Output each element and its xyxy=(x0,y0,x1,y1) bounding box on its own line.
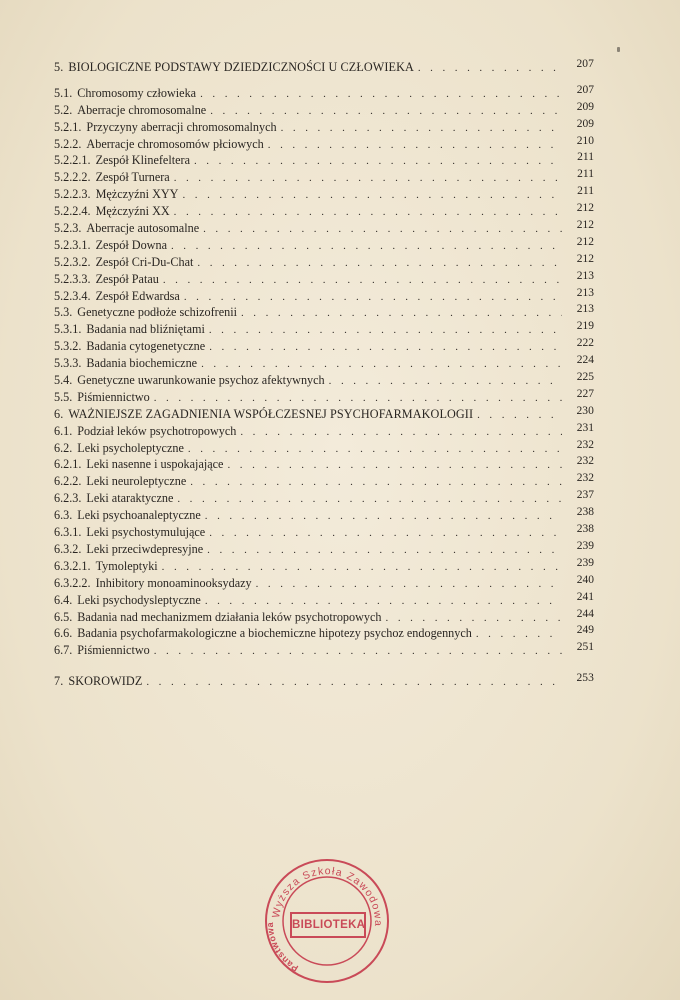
toc-title: Zespół Edwardsa xyxy=(95,288,180,303)
toc-chapter-6 xyxy=(54,406,594,423)
toc-title: Zespół Downa xyxy=(95,237,167,252)
toc-chapter-7 xyxy=(54,673,594,690)
dot-leader xyxy=(177,491,562,508)
dot-leader xyxy=(268,137,562,154)
toc-entry xyxy=(54,203,594,220)
dot-leader xyxy=(154,643,562,660)
toc-title: Badania psychofarmakologiczne a biochemiczne hipotezy psychoz endogennych xyxy=(77,626,472,641)
toc-entry xyxy=(54,304,594,321)
toc-title: Mężczyźni XYY xyxy=(95,187,179,202)
dot-leader xyxy=(281,120,562,137)
toc-title: Inhibitory monoaminooksydazy xyxy=(95,575,252,590)
stamp-ring-text: Wyższa Szkoła Zawodowa xyxy=(270,865,385,928)
toc-number: 6.2. xyxy=(54,440,73,455)
toc-entry xyxy=(54,119,594,136)
toc-entry xyxy=(54,186,594,203)
toc-number: 7. xyxy=(54,674,64,689)
dot-leader xyxy=(201,356,562,373)
toc-number: 5.3.3. xyxy=(54,356,82,371)
toc-entry xyxy=(54,609,594,626)
toc-page-number: 211 xyxy=(577,185,594,198)
toc-page-number: 244 xyxy=(576,607,594,620)
dot-leader xyxy=(210,103,562,120)
toc-number: 6.3.2.2. xyxy=(54,575,91,590)
ink-speck xyxy=(617,47,620,52)
toc-title: Aberracje chromosomalne xyxy=(77,102,207,117)
toc-number: 5.2.2.2. xyxy=(54,170,91,185)
dot-leader xyxy=(200,86,562,103)
toc-entry xyxy=(54,440,594,457)
toc-title: Genetyczne uwarunkowanie psychoz afektywnych xyxy=(77,373,325,388)
toc-title: Badania biochemiczne xyxy=(86,356,198,371)
toc-title: Tymoleptyki xyxy=(95,558,158,573)
toc-page-number: 239 xyxy=(576,556,594,569)
toc-title: Podział leków psychotropowych xyxy=(77,423,237,438)
dot-leader xyxy=(171,238,562,255)
toc-entry xyxy=(54,473,594,490)
toc-title: Leki psychoanaleptyczne xyxy=(77,508,201,523)
toc-title: Badania nad bliźniętami xyxy=(86,322,205,337)
toc-page-number: 213 xyxy=(576,269,594,282)
dot-leader xyxy=(174,204,562,221)
toc-title: Przyczyny aberracji chromosomalnych xyxy=(86,119,277,134)
toc-entry xyxy=(54,524,594,541)
dot-leader xyxy=(207,542,562,559)
toc-title: Zespół Patau xyxy=(95,271,159,286)
toc-page-number: 213 xyxy=(576,303,594,316)
toc-entry xyxy=(54,507,594,524)
toc-entry xyxy=(54,592,594,609)
toc-number: 5.2.3.2. xyxy=(54,254,91,269)
toc-title: Piśmiennictwo xyxy=(77,389,150,404)
toc-page-number: 241 xyxy=(576,590,594,603)
toc-number: 6.3.1. xyxy=(54,525,82,540)
dot-leader xyxy=(205,508,562,525)
toc-page-number: 209 xyxy=(576,117,594,130)
toc-page-number: 209 xyxy=(576,100,594,113)
toc-number: 5.2.3. xyxy=(54,221,82,236)
toc-entry xyxy=(54,136,594,153)
toc-number: 5.3. xyxy=(54,305,73,320)
toc-number: 6.3. xyxy=(54,508,73,523)
dot-leader xyxy=(182,187,562,204)
toc-page-number: 219 xyxy=(576,320,594,333)
toc-page-number: 239 xyxy=(576,539,594,552)
toc-entry xyxy=(54,575,594,592)
dot-leader xyxy=(190,474,562,491)
toc-page-number: 213 xyxy=(576,286,594,299)
dot-leader xyxy=(203,221,562,238)
dot-leader xyxy=(209,322,562,339)
toc-title: Chromosomy człowieka xyxy=(77,85,197,100)
toc-number: 6.6. xyxy=(54,626,73,641)
toc-number: 5.2.2. xyxy=(54,136,82,151)
toc-page-number: 212 xyxy=(576,252,594,265)
toc-entry xyxy=(54,372,594,389)
toc-title: Genetyczne podłoże schizofrenii xyxy=(77,305,237,320)
dot-leader xyxy=(209,525,562,542)
toc-page-number: 211 xyxy=(577,168,594,181)
toc-entry xyxy=(54,389,594,406)
dot-leader xyxy=(146,674,562,691)
toc-page-number: 207 xyxy=(576,58,594,70)
toc-entry xyxy=(54,355,594,372)
toc-title: Leki psychodysleptyczne xyxy=(77,592,201,607)
toc-page-number: 212 xyxy=(576,235,594,248)
toc-number: 6.1. xyxy=(54,423,73,438)
library-stamp xyxy=(262,856,392,986)
toc-title: SKOROWIDZ xyxy=(68,674,143,689)
toc-title: Leki nasenne i uspokajające xyxy=(86,457,224,472)
dot-leader xyxy=(194,153,562,170)
toc-number: 5.3.1. xyxy=(54,322,82,337)
toc-page-number: 240 xyxy=(576,573,594,586)
toc-section-6-entries xyxy=(54,423,594,659)
toc-number: 6.4. xyxy=(54,592,73,607)
toc-number: 5.2.2.1. xyxy=(54,153,91,168)
toc-title: Zespół Klinefeltera xyxy=(95,153,190,168)
toc-number: 6.5. xyxy=(54,609,73,624)
toc-number: 5.5. xyxy=(54,389,73,404)
toc-entry xyxy=(54,456,594,473)
toc-page-number: 232 xyxy=(576,438,594,451)
toc-entry xyxy=(54,169,594,186)
toc-number: 6. xyxy=(54,406,64,421)
toc-entry xyxy=(54,102,594,119)
toc-number: 6.2.3. xyxy=(54,491,82,506)
dot-leader xyxy=(154,390,562,407)
toc-title: Aberracje autosomalne xyxy=(86,221,200,236)
toc-page-number: 232 xyxy=(576,472,594,485)
toc-title: Zespół Turnera xyxy=(95,170,170,185)
toc-entry xyxy=(54,85,594,102)
toc-entry xyxy=(54,490,594,507)
toc-number: 6.2.1. xyxy=(54,457,82,472)
toc-entry xyxy=(54,288,594,305)
toc-title: Leki neuroleptyczne xyxy=(86,474,187,489)
toc-title: Badania cytogenetyczne xyxy=(86,339,206,354)
toc-title: BIOLOGICZNE PODSTAWY DZIEDZICZNOŚCI U CZŁOWIEKA xyxy=(68,60,414,74)
toc-number: 5.3.2. xyxy=(54,339,82,354)
toc-page-number: 210 xyxy=(576,134,594,147)
toc-title: Leki przeciwdepresyjne xyxy=(86,541,204,556)
table-of-contents xyxy=(54,59,594,690)
toc-entry xyxy=(54,237,594,254)
toc-page-number: 222 xyxy=(576,337,594,350)
toc-title: Aberracje chromosomów płciowych xyxy=(86,136,264,151)
toc-entry xyxy=(54,338,594,355)
toc-entry xyxy=(54,271,594,288)
toc-number: 5.2.2.4. xyxy=(54,204,91,219)
dot-leader xyxy=(174,170,562,187)
toc-number: 5.2.3.1. xyxy=(54,237,91,252)
toc-page-number: 253 xyxy=(576,672,594,685)
toc-number: 5.2.1. xyxy=(54,119,82,134)
toc-entry xyxy=(54,152,594,169)
toc-number: 6.2.2. xyxy=(54,474,82,489)
toc-number: 5.1. xyxy=(54,85,73,100)
toc-title: Piśmiennictwo xyxy=(77,643,150,658)
toc-title: Zespół Cri-Du-Chat xyxy=(95,254,194,269)
dot-leader xyxy=(188,441,562,458)
toc-page-number: 237 xyxy=(576,489,594,502)
toc-title: WAŻNIEJSZE ZAGADNIENIA WSPÓŁCZESNEJ PSYCHOFARMAKOLOGII xyxy=(68,406,474,421)
toc-page-number: 207 xyxy=(576,83,594,96)
toc-number: 5.2.3.3. xyxy=(54,271,91,286)
toc-entry xyxy=(54,642,594,659)
dot-leader xyxy=(240,424,562,441)
toc-page-number: 211 xyxy=(577,151,594,164)
toc-title: Leki ataraktyczne xyxy=(86,491,174,506)
toc-number: 5.4. xyxy=(54,373,73,388)
dot-leader xyxy=(329,373,562,390)
toc-number: 6.7. xyxy=(54,643,73,658)
stamp-ring-left-text: Państwowa xyxy=(265,921,300,974)
toc-title: Badania nad mechanizmem działania leków psychotropowych xyxy=(77,609,382,624)
toc-page-number: 238 xyxy=(576,506,594,519)
dot-leader xyxy=(241,305,562,322)
toc-title: Leki psychostymulujące xyxy=(86,525,206,540)
toc-page-number: 227 xyxy=(576,387,594,400)
toc-entry xyxy=(54,220,594,237)
dot-leader xyxy=(256,576,562,593)
toc-page-number: 249 xyxy=(576,624,594,637)
toc-chapter-5 xyxy=(54,59,594,76)
toc-title: Mężczyźni XX xyxy=(95,204,170,219)
dot-leader xyxy=(162,559,562,576)
toc-entry xyxy=(54,625,594,642)
toc-number: 5. xyxy=(54,60,64,74)
dot-leader xyxy=(476,626,562,643)
toc-entry xyxy=(54,321,594,338)
toc-page-number: 238 xyxy=(576,523,594,536)
toc-page-number: 225 xyxy=(576,371,594,384)
dot-leader xyxy=(477,407,562,424)
toc-section-5-entries xyxy=(54,85,594,406)
toc-number: 6.3.2. xyxy=(54,541,82,556)
toc-entry xyxy=(54,558,594,575)
dot-leader xyxy=(197,255,562,272)
dot-leader xyxy=(418,60,562,77)
dot-leader xyxy=(209,339,562,356)
toc-page-number: 232 xyxy=(576,455,594,468)
toc-entry xyxy=(54,541,594,558)
toc-number: 5.2.2.3. xyxy=(54,187,91,202)
toc-number: 5.2.3.4. xyxy=(54,288,91,303)
dot-leader xyxy=(163,272,562,289)
dot-leader xyxy=(184,289,562,306)
toc-page-number: 224 xyxy=(576,354,594,367)
toc-number: 5.2. xyxy=(54,102,73,117)
dot-leader xyxy=(386,610,562,627)
dot-leader xyxy=(205,593,562,610)
toc-page-number: 212 xyxy=(576,202,594,215)
toc-entry xyxy=(54,254,594,271)
toc-page-number: 231 xyxy=(576,421,594,434)
dot-leader xyxy=(227,457,562,474)
toc-title: Leki psycholeptyczne xyxy=(77,440,184,455)
toc-page-number: 230 xyxy=(576,404,594,417)
toc-number: 6.3.2.1. xyxy=(54,558,91,573)
toc-page-number: 251 xyxy=(576,641,594,654)
toc-entry xyxy=(54,423,594,440)
toc-page-number: 212 xyxy=(576,219,594,232)
stamp-label: BIBLIOTEKA xyxy=(290,912,366,938)
